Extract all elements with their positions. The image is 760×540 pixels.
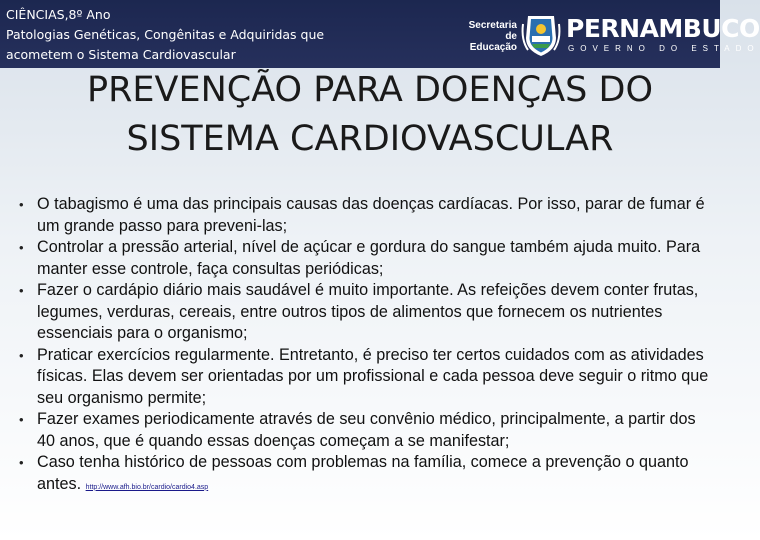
bullet-item: [10, 452, 715, 498]
bullet-marker: •: [19, 240, 24, 255]
title-line: SISTEMA CARDIOVASCULAR: [126, 119, 614, 159]
pernambuco-state-emblem-icon: [520, 14, 562, 58]
bullet-marker: •: [19, 283, 24, 298]
bullet-marker: •: [19, 347, 24, 363]
bullet-marker: •: [19, 455, 24, 470]
bullet-item: [10, 280, 715, 345]
bullet-text: O tabagismo é uma das principais causas das doenças cardíacas. Por isso, parar de fumar é um grande passo para preveni-las;: [37, 195, 705, 235]
bullet-text: Praticar exercícios regularmente. Entretanto, é preciso ter certos cuidados com as atividades físicas. Elas devem ser orientadas por um profissional e cada pessoa deve seguir o ritmo que seu organismo permite;: [37, 345, 709, 407]
bullet-marker: •: [19, 197, 24, 212]
bullet-item: [10, 409, 715, 452]
state-subtitle: GOVERNO DO ESTADO: [568, 44, 760, 53]
secretaria-label: [455, 20, 517, 53]
source-link[interactable]: http://www.afh.bio.br/cardio/cardio4.asp: [85, 483, 209, 491]
state-name: PERNAMBUCO: [566, 14, 760, 43]
course-line: CIÊNCIAS,8º Ano: [6, 7, 111, 22]
bullet-item: [10, 194, 715, 237]
title-line: PREVENÇÃO PARA DOENÇAS DO: [86, 70, 653, 110]
secretaria-line: Educação: [469, 42, 517, 53]
bullet-text: Caso tenha histórico de pessoas com problemas na família, comece a prevenção o quanto antes.: [37, 453, 689, 493]
bullet-text: Fazer exames periodicamente através de seu convênio médico, principalmente, a partir dos 40 anos, que é quando essas doenças começam a se manifestar;: [37, 410, 696, 450]
header-banner: [0, 0, 760, 68]
bullet-item: [10, 237, 715, 280]
slide-title: [30, 66, 710, 164]
course-info: [6, 5, 406, 65]
course-line: acometem o Sistema Cardiovascular: [6, 47, 236, 62]
course-line: Patologias Genéticas, Congênitas e Adquiridas que: [6, 27, 325, 42]
bullet-marker: •: [19, 412, 24, 427]
bullet-item: [10, 345, 715, 410]
bullet-text: Fazer o cardápio diário mais saudável é muito importante. As refeições devem conter frutas, legumes, verduras, cereais, entre outros tipos de alimentos que fornecem os nutrientes essenciais para o organismo;: [37, 281, 699, 342]
bullet-text: Controlar a pressão arterial, nível de açúcar e gordura do sangue também ajuda muito. Para manter esse controle, faça consultas periódicas;: [37, 238, 701, 278]
bullet-list: [10, 194, 715, 498]
secretaria-line: Secretaria de: [468, 20, 517, 42]
